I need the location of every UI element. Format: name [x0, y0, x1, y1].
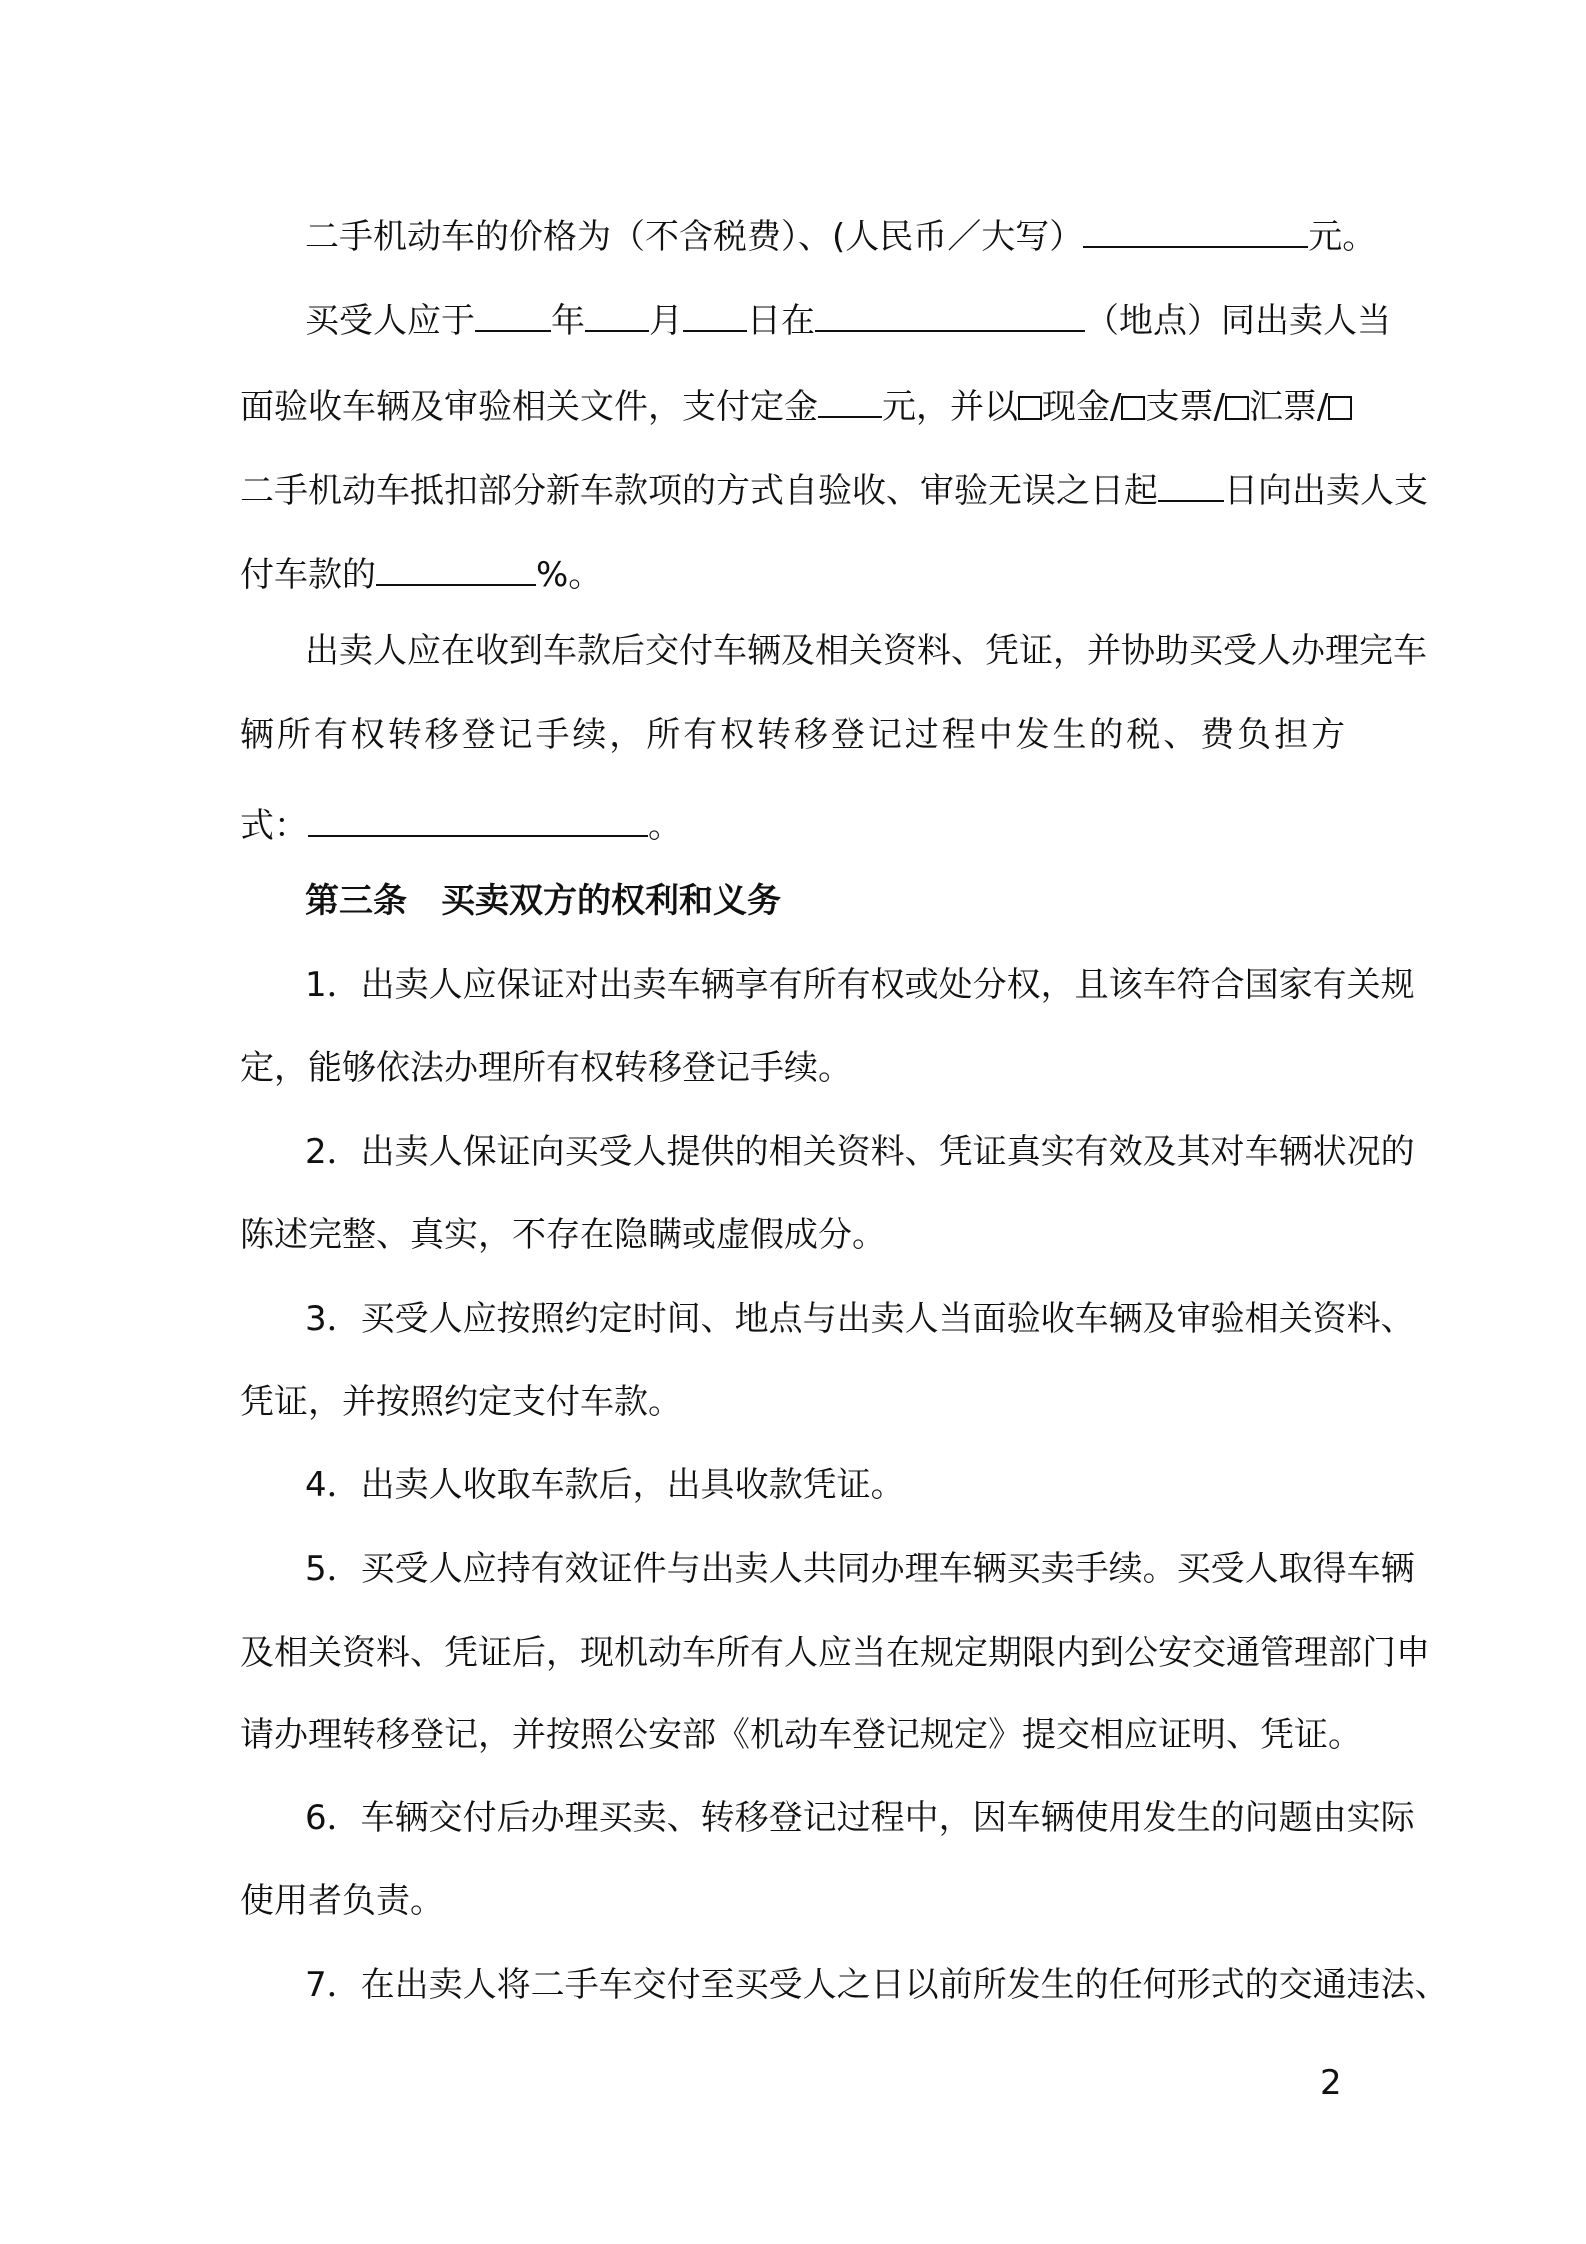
tax-method-end: 。	[648, 806, 682, 846]
item-6-line-1: 6．车辆交付后办理买卖、转移登记过程中，因车辆使用发生的问题由实际	[305, 1798, 1415, 1838]
deposit-unit-text: 元，并以	[882, 387, 1018, 427]
price-unit-text: 元。	[1308, 217, 1377, 257]
percent-text: 付车款的	[240, 555, 376, 595]
deposit-text: 面验收车辆及审验相关文件，支付定金	[240, 387, 818, 427]
item-1-line-1: 1．出卖人应保证对出卖车辆享有所有权或处分权，且该车符合国家有关规	[305, 965, 1415, 1005]
item-5-line-3: 请办理转移登记，并按照公安部《机动车登记规定》提交相应证明、凭证。	[240, 1715, 1362, 1755]
month-blank[interactable]	[585, 296, 649, 332]
payment-line-2	[240, 382, 1352, 427]
checkbox-check[interactable]	[1121, 396, 1145, 420]
item-5-line-1: 5．买受人应持有效证件与出卖人共同办理车辆买卖手续。买受人取得车辆	[305, 1549, 1415, 1589]
item-6-line-2: 使用者负责。	[240, 1881, 444, 1921]
trade-in-text: 二手机动车抵扣部分新车款项的方式自验收、审验无误之日起	[240, 471, 1158, 511]
tax-method-label: 式：	[240, 806, 308, 846]
month-label: 月	[649, 301, 683, 341]
price-amount-blank[interactable]	[1083, 212, 1308, 248]
price-text: 二手机动车的价格为（不含税费）、(人民币／大写）	[305, 217, 1084, 257]
article-three-heading: 第三条 买卖双方的权利和义务	[305, 881, 781, 921]
payment-text: 买受人应于	[305, 301, 475, 341]
cash-label: 现金/	[1042, 387, 1122, 427]
item-1-line-2: 定，能够依法办理所有权转移登记手续。	[240, 1048, 852, 1088]
location-blank[interactable]	[815, 296, 1085, 332]
draft-label: 汇票/	[1248, 387, 1329, 427]
payment-line-1	[305, 296, 1391, 341]
day-blank[interactable]	[683, 296, 747, 332]
page-number: 2	[1320, 2063, 1342, 2103]
year-blank[interactable]	[475, 296, 551, 332]
checkbox-draft[interactable]	[1225, 396, 1249, 420]
item-2-line-1: 2．出卖人保证向买受人提供的相关资料、凭证真实有效及其对车辆状况的	[305, 1132, 1415, 1172]
item-5-line-2: 及相关资料、凭证后，现机动车所有人应当在规定期限内到公安交通管理部门申	[240, 1633, 1430, 1673]
delivery-line-3	[240, 801, 682, 846]
delivery-line-1: 出卖人应在收到车款后交付车辆及相关资料、凭证，并协助买受人办理完车	[305, 631, 1427, 671]
checkbox-cash[interactable]	[1018, 396, 1042, 420]
tax-method-blank[interactable]	[308, 801, 648, 837]
days-blank[interactable]	[1158, 466, 1224, 502]
day-label: 日在	[747, 301, 815, 341]
payment-line-4	[240, 550, 603, 595]
check-label: 支票/	[1145, 387, 1225, 427]
item-2-line-2: 陈述完整、真实，不存在隐瞒或虚假成分。	[240, 1215, 886, 1255]
item-7-line-1: 7．在出卖人将二手车交付至买受人之日以前所发生的任何形式的交通违法、	[305, 1965, 1449, 2005]
delivery-line-2: 辆所有权转移登记手续，所有权转移登记过程中发生的税、费负担方	[240, 715, 1345, 755]
percent-sign: %。	[536, 555, 603, 595]
days-label: 日向出卖人支	[1224, 471, 1428, 511]
item-3-line-1: 3．买受人应按照约定时间、地点与出卖人当面验收车辆及审验相关资料、	[305, 1299, 1415, 1339]
payment-line-3	[240, 466, 1428, 511]
item-4-line-1: 4．出卖人收取车款后，出具收款凭证。	[305, 1465, 905, 1505]
deposit-blank[interactable]	[818, 382, 882, 418]
checkbox-trade-in[interactable]	[1328, 396, 1352, 420]
percent-blank[interactable]	[376, 550, 536, 586]
item-3-line-2: 凭证，并按照约定支付车款。	[240, 1382, 682, 1422]
location-label: （地点）同出卖人当	[1085, 301, 1391, 341]
year-label: 年	[551, 301, 585, 341]
price-line	[305, 212, 1377, 257]
